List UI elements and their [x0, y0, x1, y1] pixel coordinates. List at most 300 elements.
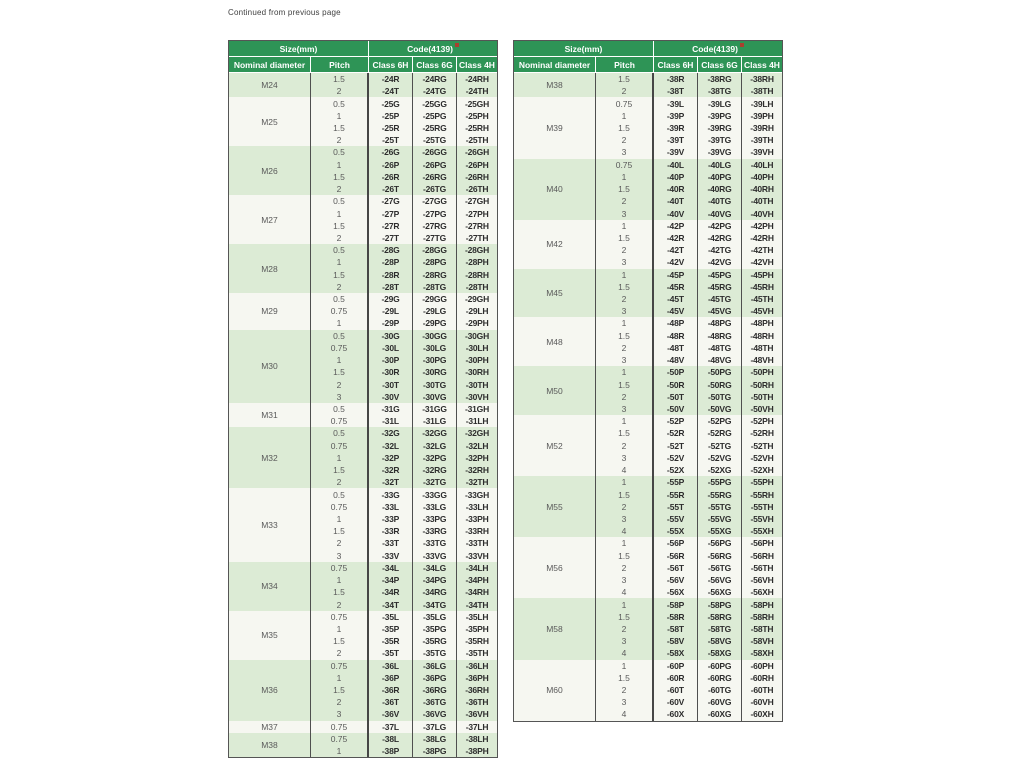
code-6g-cell: -27PG — [413, 207, 457, 219]
pitch-cell: 1 — [311, 110, 369, 122]
diameter-group — [229, 244, 497, 293]
pitch-cell: 1.5 — [311, 586, 369, 598]
code-6h-cell: -35R — [369, 635, 413, 647]
code-4h-cell: -52XH — [750, 465, 774, 476]
pitch-cell: 2 — [311, 85, 369, 97]
group-rows — [311, 146, 497, 195]
pitch-cell: 0.75 — [311, 721, 369, 733]
pitch-cell: 2 — [311, 696, 369, 708]
code-6h-cell: -39P — [654, 110, 698, 122]
pitch-cell: 0.5 — [311, 244, 369, 256]
code-4h-cell: -28RH — [465, 269, 489, 280]
code-6h-cell: -25R — [369, 122, 413, 134]
code-6h-cell: -60P — [654, 660, 698, 672]
pitch-cell: 2 — [311, 537, 369, 549]
pitch-cell: 2 — [596, 134, 654, 146]
table-row — [311, 660, 497, 672]
group-rows — [596, 415, 782, 476]
table-row — [596, 672, 782, 684]
table-row — [311, 195, 497, 207]
table-header-row — [229, 41, 497, 57]
code-4h-cell: -48RH — [750, 330, 774, 341]
diameter-group — [229, 293, 497, 330]
code-6h-cell: -32G — [369, 427, 413, 439]
code-4h-cell: -26PH — [465, 159, 489, 170]
table-row — [596, 305, 782, 317]
diameter-cell: M32 — [229, 427, 311, 488]
diameter-cell: M48 — [514, 317, 596, 366]
table-row — [311, 305, 497, 317]
pitch-cell: 2 — [311, 476, 369, 488]
code-4h-cell: -39LH — [750, 98, 774, 109]
code-6h-cell: -58V — [654, 635, 698, 647]
pitch-cell: 1 — [311, 207, 369, 219]
code-6h-cell: -40V — [654, 207, 698, 219]
diameter-group — [514, 366, 782, 415]
code-4h-cell: -56XH — [750, 587, 774, 598]
code-6h-cell: -60X — [654, 708, 698, 720]
code-6h-cell: -39T — [654, 134, 698, 146]
code-6h-cell: -32L — [369, 440, 413, 452]
code-6h-cell: -31G — [369, 403, 413, 415]
code-6h-cell: -27R — [369, 220, 413, 232]
table-row — [311, 281, 497, 293]
code-4h-cell: -32RH — [465, 465, 489, 476]
code-6h-cell: -55R — [654, 488, 698, 500]
code-6g-cell: -35LG — [413, 611, 457, 623]
code-6g-cell: -40RG — [698, 183, 742, 195]
code-4h-cell: -35LH — [465, 611, 489, 622]
table-row — [311, 476, 497, 488]
code-6g-cell: -36TG — [413, 696, 457, 708]
code-4h-cell: -38RH — [750, 74, 774, 85]
code-6h-cell: -40P — [654, 171, 698, 183]
group-rows — [311, 330, 497, 403]
code-6h-cell: -42R — [654, 232, 698, 244]
class-4h-header: Class 4H — [744, 59, 780, 70]
code-6g-cell: -52VG — [698, 452, 742, 464]
pitch-cell: 2 — [596, 562, 654, 574]
pitch-cell: 0.75 — [311, 501, 369, 513]
code-6h-cell: -50V — [654, 403, 698, 415]
code-6g-cell: -39TG — [698, 134, 742, 146]
code-6h-cell: -30P — [369, 354, 413, 366]
diameter-group — [514, 97, 782, 158]
diameter-cell: M35 — [229, 611, 311, 660]
pitch-cell: 3 — [596, 403, 654, 415]
code-6g-cell: -56RG — [698, 550, 742, 562]
code-6g-cell: -32GG — [413, 427, 457, 439]
table-row — [311, 684, 497, 696]
diameter-group — [514, 476, 782, 537]
table-row — [596, 317, 782, 329]
code-6h-cell: -30R — [369, 366, 413, 378]
code-6h-cell: -56R — [654, 550, 698, 562]
code-6h-cell: -38R — [654, 73, 698, 85]
class-6g-header: Class 6G — [698, 57, 742, 72]
code-6g-cell: -27GG — [413, 195, 457, 207]
table-row — [311, 85, 497, 97]
diameter-cell: M50 — [514, 366, 596, 415]
table-row — [596, 159, 782, 171]
code-6g-cell: -42VG — [698, 256, 742, 268]
code-4h-cell: -48PH — [750, 318, 774, 329]
pitch-cell: 1.5 — [596, 183, 654, 195]
code-4h-cell: -48VH — [750, 355, 774, 366]
pitch-cell: 1 — [311, 513, 369, 525]
pitch-cell: 2 — [311, 647, 369, 659]
code-4h-cell: -40PH — [750, 171, 774, 182]
code-6g-cell: -29LG — [413, 305, 457, 317]
pitch-cell: 1 — [596, 415, 654, 427]
pitch-cell: 1.5 — [311, 464, 369, 476]
diameter-cell: M26 — [229, 146, 311, 195]
code-6h-cell: -27P — [369, 207, 413, 219]
code-6g-cell: -60VG — [698, 696, 742, 708]
table-subheader-row — [514, 57, 782, 73]
diameter-cell: M45 — [514, 269, 596, 318]
pitch-cell: 4 — [596, 464, 654, 476]
diameter-group — [229, 427, 497, 488]
code-6h-cell: -45V — [654, 305, 698, 317]
pitch-cell: 1 — [311, 672, 369, 684]
code-6g-cell: -33RG — [413, 525, 457, 537]
code-4h-cell: -58TH — [750, 623, 774, 634]
code-6g-cell: -40VG — [698, 207, 742, 219]
table-row — [311, 574, 497, 586]
pitch-cell: 1.5 — [311, 220, 369, 232]
pitch-cell: 2 — [311, 598, 369, 610]
diameter-group — [229, 330, 497, 403]
code-6h-cell: -55V — [654, 513, 698, 525]
table-row — [311, 207, 497, 219]
code-6g-cell: -28GG — [413, 244, 457, 256]
code-4h-cell: -32GH — [464, 428, 490, 439]
table-row — [311, 415, 497, 427]
table-row — [311, 537, 497, 549]
code-6h-cell: -27G — [369, 195, 413, 207]
diameter-group — [229, 611, 497, 660]
table-row — [311, 330, 497, 342]
code-4h-cell: -35RH — [465, 636, 489, 647]
table-row — [311, 525, 497, 537]
code-6h-cell: -25T — [369, 134, 413, 146]
table-row — [311, 733, 497, 745]
code-4h-cell: -29GH — [464, 294, 490, 305]
code-6g-cell: -26RG — [413, 171, 457, 183]
code-6h-cell: -60V — [654, 696, 698, 708]
pitch-cell: 1 — [596, 110, 654, 122]
diameter-group — [514, 415, 782, 476]
code-6g-cell: -34PG — [413, 574, 457, 586]
code-6h-cell: -60T — [654, 684, 698, 696]
pitch-cell: 2 — [596, 623, 654, 635]
code-4h-cell: -50VH — [750, 404, 774, 415]
code-4h-cell: -40VH — [750, 208, 774, 219]
nominal-diameter-header: Nominal diameter — [514, 57, 596, 72]
code-6g-cell: -30TG — [413, 378, 457, 390]
code-6h-cell: -58P — [654, 598, 698, 610]
size-header: Size(mm) — [514, 41, 654, 56]
table-row — [311, 220, 497, 232]
code-4h-cell: -52VH — [750, 452, 774, 463]
table-row — [596, 110, 782, 122]
table-row — [596, 183, 782, 195]
pitch-cell: 2 — [311, 134, 369, 146]
code-6h-cell: -30V — [369, 391, 413, 403]
table-row — [596, 403, 782, 415]
pitch-cell: 1 — [596, 476, 654, 488]
code-6g-cell: -50PG — [698, 366, 742, 378]
code-4h-cell: -58VH — [750, 636, 774, 647]
pitch-cell: 0.75 — [311, 562, 369, 574]
table-row — [596, 696, 782, 708]
pitch-cell: 1.5 — [596, 488, 654, 500]
code-6g-cell: -36LG — [413, 660, 457, 672]
code-6h-cell: -55X — [654, 525, 698, 537]
code-6h-cell: -55P — [654, 476, 698, 488]
pitch-cell: 2 — [596, 195, 654, 207]
code-6g-cell: -36RG — [413, 684, 457, 696]
code-4h-cell: -30LH — [465, 342, 489, 353]
table-row — [596, 244, 782, 256]
code-6h-cell: -27T — [369, 232, 413, 244]
code-4h-cell: -38TH — [750, 86, 774, 97]
diameter-cell: M40 — [514, 159, 596, 220]
pitch-cell: 1.5 — [311, 269, 369, 281]
class-6h-header: Class 6H — [654, 57, 698, 72]
code-6g-cell: -31GG — [413, 403, 457, 415]
code-6g-cell: -35RG — [413, 635, 457, 647]
group-rows — [596, 660, 782, 721]
table-row — [311, 293, 497, 305]
code-6g-cell: -24TG — [413, 85, 457, 97]
table-row — [596, 378, 782, 390]
code-6h-cell: -52R — [654, 427, 698, 439]
code-6g-cell: -38TG — [698, 85, 742, 97]
pitch-cell: 1.5 — [311, 684, 369, 696]
class-6h-header: Class 6H — [369, 57, 413, 72]
code-6h-cell: -40L — [654, 159, 698, 171]
diameter-cell: M56 — [514, 537, 596, 598]
code-6g-cell: -39VG — [698, 146, 742, 158]
code-6g-cell: -28TG — [413, 281, 457, 293]
code-6g-cell: -55RG — [698, 488, 742, 500]
code-6g-cell: -50TG — [698, 391, 742, 403]
pitch-cell: 1.5 — [311, 525, 369, 537]
code-4h-cell: -52PH — [750, 416, 774, 427]
code-6h-cell: -39V — [654, 146, 698, 158]
code-4h-cell: -33RH — [465, 526, 489, 537]
code-4h-cell: -39RH — [750, 122, 774, 133]
pitch-cell: 1.5 — [596, 73, 654, 85]
code-6h-cell: -32T — [369, 476, 413, 488]
table-row — [596, 171, 782, 183]
class-4h-header: Class 4H — [459, 59, 495, 70]
table-row — [596, 660, 782, 672]
table-row — [596, 440, 782, 452]
code-6h-cell: -45T — [654, 293, 698, 305]
table-row — [311, 452, 497, 464]
code-6g-cell: -48TG — [698, 342, 742, 354]
diameter-cell: M60 — [514, 660, 596, 721]
code-6g-cell: -27TG — [413, 232, 457, 244]
pitch-cell: 0.75 — [596, 159, 654, 171]
code-6g-cell: -56VG — [698, 574, 742, 586]
table-row — [596, 427, 782, 439]
pitch-cell: 2 — [596, 440, 654, 452]
table-row — [311, 146, 497, 158]
table-row — [311, 391, 497, 403]
table-row — [311, 354, 497, 366]
diameter-group — [514, 269, 782, 318]
table-row — [596, 342, 782, 354]
code-4h-cell: -33GH — [464, 489, 490, 500]
code-4h-cell: -32PH — [465, 452, 489, 463]
group-rows — [596, 269, 782, 318]
code-6g-cell: -25PG — [413, 110, 457, 122]
code-6h-cell: -55T — [654, 501, 698, 513]
table-row — [596, 354, 782, 366]
pitch-cell: 2 — [596, 684, 654, 696]
code-6g-cell: -60TG — [698, 684, 742, 696]
code-6g-cell: -42RG — [698, 232, 742, 244]
pitch-cell: 3 — [596, 354, 654, 366]
code-6h-cell: -50T — [654, 391, 698, 403]
table-row — [596, 97, 782, 109]
code-4h-cell: -28GH — [464, 245, 490, 256]
pitch-cell: 2 — [311, 183, 369, 195]
pitch-cell: 1 — [596, 366, 654, 378]
code-6h-cell: -34P — [369, 574, 413, 586]
code-6g-cell: -29PG — [413, 317, 457, 329]
code-4h-cell: -30TH — [465, 379, 489, 390]
pitch-cell: 1 — [596, 598, 654, 610]
table-row — [311, 183, 497, 195]
code-6h-cell: -48T — [654, 342, 698, 354]
pitch-cell: 3 — [596, 207, 654, 219]
code-4h-cell: -34LH — [465, 562, 489, 573]
table-row — [311, 171, 497, 183]
pitch-cell: 0.75 — [311, 660, 369, 672]
table-row — [596, 146, 782, 158]
table-row — [311, 611, 497, 623]
group-rows — [596, 97, 782, 158]
code-4h-cell: -60XH — [750, 709, 774, 720]
code-6g-cell: -55XG — [698, 525, 742, 537]
group-rows — [311, 195, 497, 244]
code-6g-cell: -35PG — [413, 623, 457, 635]
code-4h-cell: -29PH — [465, 318, 489, 329]
pitch-cell: 1 — [596, 220, 654, 232]
code-6h-cell: -26T — [369, 183, 413, 195]
table-row — [596, 73, 782, 85]
code-6g-cell: -58XG — [698, 647, 742, 659]
code-6h-cell: -28R — [369, 269, 413, 281]
code-6h-cell: -48R — [654, 330, 698, 342]
pitch-cell: 1.5 — [311, 73, 369, 85]
pitch-cell: 1.5 — [596, 611, 654, 623]
code-6g-cell: -24RG — [413, 73, 457, 85]
pitch-cell: 3 — [311, 391, 369, 403]
code-6g-cell: -52RG — [698, 427, 742, 439]
diameter-group — [514, 317, 782, 366]
group-rows — [311, 244, 497, 293]
group-rows — [311, 488, 497, 561]
diameter-cell: M37 — [229, 721, 311, 733]
diameter-cell: M33 — [229, 488, 311, 561]
table-row — [311, 586, 497, 598]
code-6h-cell: -56T — [654, 562, 698, 574]
group-rows — [596, 366, 782, 415]
pitch-header: Pitch — [596, 57, 654, 72]
code-6h-cell: -35L — [369, 611, 413, 623]
pitch-cell: 3 — [596, 696, 654, 708]
pitch-cell: 2 — [311, 378, 369, 390]
pitch-cell: 2 — [311, 281, 369, 293]
code-6h-cell: -33P — [369, 513, 413, 525]
table-row — [311, 317, 497, 329]
code-4h-cell: -25RH — [465, 122, 489, 133]
code-4h-cell: -42PH — [750, 220, 774, 231]
code-6h-cell: -26R — [369, 171, 413, 183]
code-6h-cell: -31L — [369, 415, 413, 427]
code-6g-cell: -32LG — [413, 440, 457, 452]
diameter-group — [514, 220, 782, 269]
table-row — [596, 501, 782, 513]
code-4h-cell: -31GH — [464, 404, 490, 415]
table-row — [311, 366, 497, 378]
table-row — [311, 378, 497, 390]
code-4h-cell: -30PH — [465, 355, 489, 366]
code-6h-cell: -42P — [654, 220, 698, 232]
code-6g-cell: -29GG — [413, 293, 457, 305]
continued-note: Continued from previous page — [228, 8, 341, 17]
diameter-group — [514, 660, 782, 721]
code-6h-cell: -50P — [654, 366, 698, 378]
table-row — [596, 366, 782, 378]
code-4h-cell: -33LH — [465, 501, 489, 512]
code-6g-cell: -55PG — [698, 476, 742, 488]
code-6g-cell: -31LG — [413, 415, 457, 427]
table-row — [596, 330, 782, 342]
code-6h-cell: -36T — [369, 696, 413, 708]
code-6h-cell: -52V — [654, 452, 698, 464]
code-4h-cell: -38PH — [465, 746, 489, 757]
code-6g-cell: -35TG — [413, 647, 457, 659]
code-6h-cell: -36P — [369, 672, 413, 684]
diameter-cell: M30 — [229, 330, 311, 403]
code-4h-cell: -60PH — [750, 660, 774, 671]
pitch-cell: 1.5 — [596, 281, 654, 293]
code-4h-cell: -60RH — [750, 672, 774, 683]
code-6h-cell: -29G — [369, 293, 413, 305]
table-row — [311, 672, 497, 684]
table-row — [311, 110, 497, 122]
group-rows — [311, 562, 497, 611]
code-6g-cell: -56PG — [698, 537, 742, 549]
table-row — [311, 623, 497, 635]
code-6g-cell: -50VG — [698, 403, 742, 415]
table-row — [311, 73, 497, 85]
diameter-group — [229, 660, 497, 721]
code-4h-cell: -60VH — [750, 697, 774, 708]
code-4h-cell: -36PH — [465, 672, 489, 683]
pitch-cell: 1 — [596, 537, 654, 549]
pitch-cell: 0.75 — [311, 611, 369, 623]
diameter-cell: M39 — [514, 97, 596, 158]
code-6h-cell: -42V — [654, 256, 698, 268]
